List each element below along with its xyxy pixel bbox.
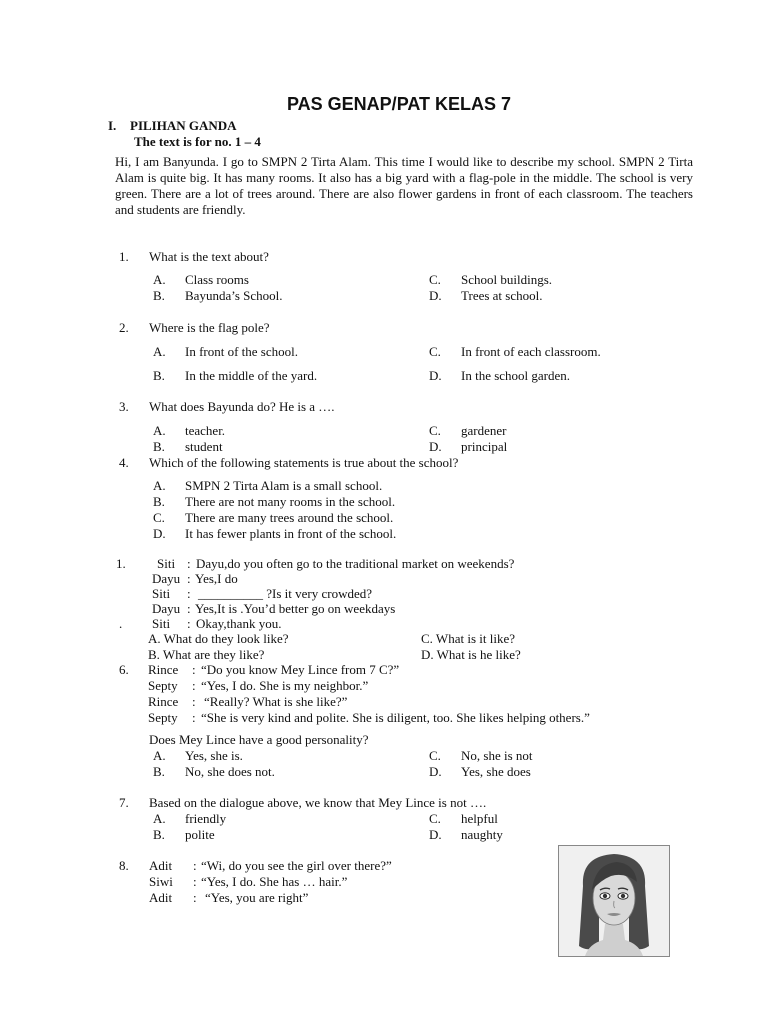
option-letter: B. xyxy=(153,494,165,509)
option-letter: A. xyxy=(153,478,166,493)
speaker-colon: : xyxy=(192,710,196,725)
speaker-name: Septy xyxy=(148,710,178,725)
option-text: D. What is he like? xyxy=(421,647,521,662)
speaker-name: Siti xyxy=(157,556,176,571)
option-letter: D. xyxy=(429,827,442,842)
option-letter: C. xyxy=(153,510,165,525)
section-number: I. xyxy=(108,118,117,133)
option-text: A. What do they look like? xyxy=(148,631,289,646)
speaker-name: Rince xyxy=(148,694,179,709)
option-text: B. What are they like? xyxy=(148,647,265,662)
option-text: In front of each classroom. xyxy=(461,344,601,359)
option-text: Trees at school. xyxy=(461,288,543,303)
question-number: 8. xyxy=(119,858,129,873)
option-letter: A. xyxy=(153,811,166,826)
option-text: helpful xyxy=(461,811,498,826)
speaker-colon: : xyxy=(187,556,191,571)
girl-face-icon xyxy=(559,846,669,956)
option-text: In the middle of the yard. xyxy=(185,368,318,383)
text-note: The text is for no. 1 – 4 xyxy=(134,134,261,149)
speaker-colon: : xyxy=(187,586,191,601)
option-text: It has fewer plants in front of the school. xyxy=(185,526,397,541)
dialogue-line: __________ ?Is it very crowded? xyxy=(198,586,373,601)
speaker-name: Siti xyxy=(152,586,171,601)
option-text: There are not many rooms in the school. xyxy=(185,494,396,509)
option-letter: C. xyxy=(429,748,441,763)
option-letter: D. xyxy=(429,764,442,779)
option-text: SMPN 2 Tirta Alam is a small school. xyxy=(185,478,383,493)
dialogue-line: Okay,thank you. xyxy=(196,616,282,631)
option-letter: B. xyxy=(153,827,165,842)
option-letter: C. xyxy=(429,272,441,287)
option-letter: B. xyxy=(153,439,165,454)
option-text: student xyxy=(185,439,223,454)
option-text: gardener xyxy=(461,423,507,438)
option-text: naughty xyxy=(461,827,503,842)
question-number: . xyxy=(119,616,123,631)
speaker-colon: : xyxy=(187,616,191,631)
speaker-name: Adit xyxy=(149,858,173,873)
speaker-name: Rince xyxy=(148,662,179,677)
question-number: 4. xyxy=(119,455,129,470)
question-number: 1. xyxy=(119,249,129,264)
question-text: Which of the following statements is true about the school? xyxy=(149,455,459,470)
option-text: principal xyxy=(461,439,508,454)
speaker-colon: : xyxy=(193,874,197,889)
option-text: Class rooms xyxy=(185,272,249,287)
page-title: PAS GENAP/PAT KELAS 7 xyxy=(287,94,512,114)
option-letter: B. xyxy=(153,288,165,303)
option-text: In front of the school. xyxy=(185,344,299,359)
dialogue-line: Yes,It is .You’d better go on weekdays xyxy=(195,601,396,616)
question-text: What does Bayunda do? He is a …. xyxy=(149,399,335,414)
question-text: Based on the dialogue above, we know that Mey Lince is not …. xyxy=(149,795,487,810)
speaker-name: Dayu xyxy=(152,601,181,616)
option-letter: C. xyxy=(429,423,441,438)
speaker-colon: : xyxy=(192,678,196,693)
speaker-name: Siwi xyxy=(149,874,173,889)
dialogue-line: “Really? What is she like?” xyxy=(204,694,348,709)
option-text: Bayunda’s School. xyxy=(185,288,283,303)
speaker-name: Septy xyxy=(148,678,178,693)
option-text: teacher. xyxy=(185,423,226,438)
option-letter: A. xyxy=(153,344,166,359)
option-letter: A. xyxy=(153,748,166,763)
reading-passage: Hi, I am Banyunda. I go to SMPN 2 Tirta Alam. This time I would like to describe my school. SMPN 2 Tirta Alam is quite big. It has many rooms. It also has a big yard with a flag-pole in the middle. The school is very green. There are a lot of trees around. There are also flower gardens in front of each classroom. The teachers and students are friendly. xyxy=(115,154,693,217)
speaker-colon: : xyxy=(192,694,196,709)
girl-illustration xyxy=(558,845,670,957)
dialogue-line: “Wi, do you see the girl over there?” xyxy=(201,858,392,873)
dialogue-line: “Yes, I do. She has … hair.” xyxy=(201,874,348,889)
option-text: School buildings. xyxy=(461,272,553,287)
question-number: 6. xyxy=(119,662,129,677)
speaker-name: Adit xyxy=(149,890,173,905)
question-number: 2. xyxy=(119,320,129,335)
option-text: friendly xyxy=(185,811,227,826)
option-letter: D. xyxy=(429,368,442,383)
question-text: Does Mey Lince have a good personality? xyxy=(149,732,369,747)
dialogue-line: “Do you know Mey Lince from 7 C?” xyxy=(201,662,400,677)
question-text: What is the text about? xyxy=(149,249,269,264)
section-label: PILIHAN GANDA xyxy=(130,118,237,133)
option-text: Yes, she does xyxy=(461,764,531,779)
question-number: 7. xyxy=(119,795,129,810)
option-text: No, she does not. xyxy=(185,764,275,779)
option-text: polite xyxy=(185,827,215,842)
dialogue-line: “Yes, I do. She is my neighbor.” xyxy=(201,678,369,693)
option-text: Yes, she is. xyxy=(185,748,243,763)
option-text: In the school garden. xyxy=(461,368,571,383)
dialogue-line: Yes,I do xyxy=(195,571,238,586)
option-letter: D. xyxy=(429,439,442,454)
option-letter: B. xyxy=(153,764,165,779)
option-letter: D. xyxy=(429,288,442,303)
option-letter: B. xyxy=(153,368,165,383)
option-text: No, she is not xyxy=(461,748,533,763)
question-number: 3. xyxy=(119,399,129,414)
speaker-colon: : xyxy=(187,601,191,616)
option-letter: C. xyxy=(429,344,441,359)
option-letter: C. xyxy=(429,811,441,826)
speaker-colon: : xyxy=(193,858,197,873)
dialogue-line: Dayu,do you often go to the traditional market on weekends? xyxy=(196,556,515,571)
option-letter: A. xyxy=(153,423,166,438)
question-number: 1. xyxy=(116,556,126,571)
speaker-colon: : xyxy=(192,662,196,677)
option-letter: A. xyxy=(153,272,166,287)
question-text: Where is the flag pole? xyxy=(149,320,270,335)
dialogue-line: “She is very kind and polite. She is diligent, too. She likes helping others.” xyxy=(201,710,590,725)
speaker-colon: : xyxy=(187,571,191,586)
option-text: C. What is it like? xyxy=(421,631,515,646)
dialogue-line: “Yes, you are right” xyxy=(205,890,309,905)
option-text: There are many trees around the school. xyxy=(185,510,394,525)
speaker-name: Siti xyxy=(152,616,171,631)
speaker-colon: : xyxy=(193,890,197,905)
option-letter: D. xyxy=(153,526,166,541)
speaker-name: Dayu xyxy=(152,571,181,586)
